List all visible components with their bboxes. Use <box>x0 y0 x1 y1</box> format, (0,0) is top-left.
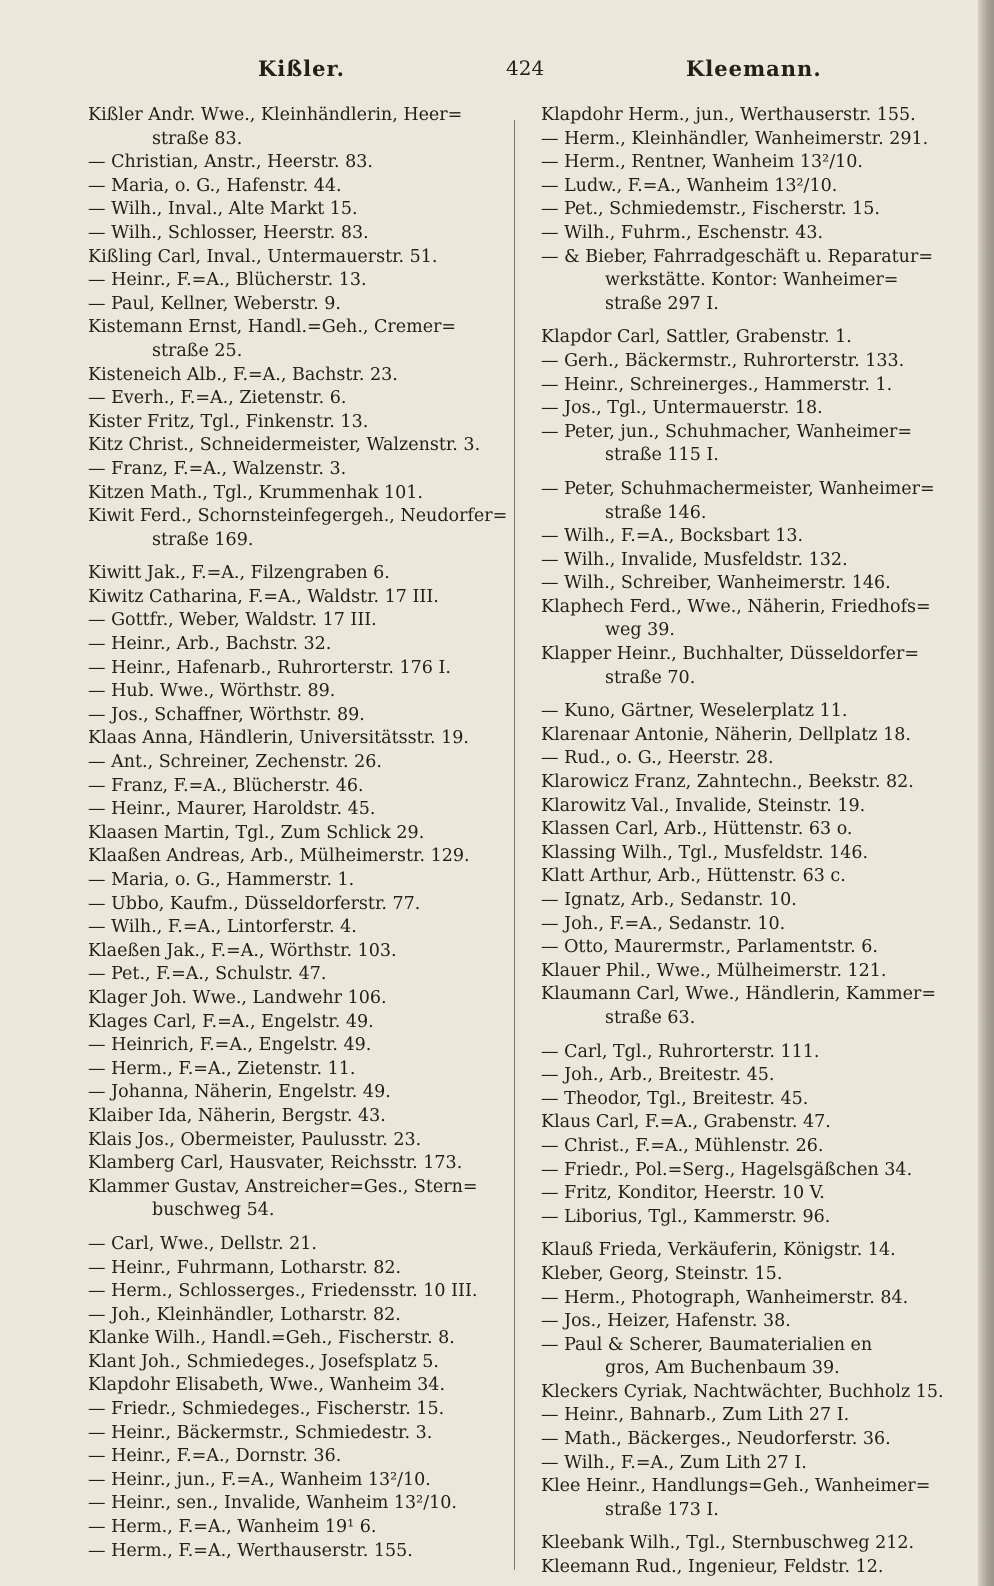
directory-entry: — Carl, Wwe., Dellstr. 21. <box>88 1233 317 1254</box>
directory-entry: — Jos., Heizer, Hafenstr. 38. <box>541 1311 791 1332</box>
directory-entry: — Pet., F.=A., Schulstr. 47. <box>88 964 327 985</box>
directory-entry: Kiwitt Jak., F.=A., Filzengraben 6. <box>88 563 390 584</box>
directory-entry: Klaus Carl, F.=A., Grabenstr. 47. <box>541 1112 831 1133</box>
directory-entry: — Ignatz, Arb., Sedanstr. 10. <box>541 890 797 910</box>
directory-entry: — Ubbo, Kaufm., Düsseldorferstr. 77. <box>88 893 421 914</box>
entry-continuation: buschweg 54. <box>152 1200 275 1221</box>
directory-entry: Kitzen Math., Tgl., Krummenhak 101. <box>88 482 423 503</box>
directory-entry: — Carl, Tgl., Ruhrorterstr. 111. <box>541 1041 820 1062</box>
directory-entry: — Heinrich, F.=A., Engelstr. 49. <box>88 1035 372 1056</box>
directory-entry: Kister Fritz, Tgl., Finkenstr. 13. <box>88 411 369 432</box>
directory-entry: Klaasen Martin, Tgl., Zum Schlick 29. <box>88 822 425 843</box>
entry-continuation: straße 169. <box>152 529 254 550</box>
directory-entry: — Herm., F.=A., Wanheim 19¹ 6. <box>88 1517 377 1538</box>
directory-entry: — Paul & Scherer, Baumaterialien en <box>541 1334 873 1355</box>
directory-entry: — Wilh., Fuhrm., Eschenstr. 43. <box>541 222 824 243</box>
directory-entry: — Jos., Schaffner, Wörthstr. 89. <box>88 704 365 725</box>
directory-entry: — Gottfr., Weber, Waldstr. 17 III. <box>88 610 377 631</box>
directory-entry: — Wilh., F.=A., Zum Lith 27 I. <box>541 1452 807 1473</box>
directory-entry: — Math., Bäckerges., Neudorferstr. 36. <box>541 1429 891 1450</box>
directory-entry: — Maria, o. G., Hammerstr. 1. <box>88 870 355 890</box>
directory-entry: Klaas Anna, Händlerin, Universitätsstr. 19. <box>88 728 469 749</box>
header-first-name: Kißler. <box>258 56 345 81</box>
directory-entry: Klapdohr Elisabeth, Wwe., Wanheim 34. <box>88 1375 446 1396</box>
entry-continuation: straße 146. <box>605 502 707 523</box>
directory-entry: Klaphech Ferd., Wwe., Näherin, Friedhofs= <box>541 596 931 617</box>
page-edge <box>978 0 994 1586</box>
entry-continuation: werkstätte. Kontor: Wanheimer= <box>605 270 899 291</box>
directory-entry: Klauer Phil., Wwe., Mülheimerstr. 121. <box>541 960 887 981</box>
directory-entry: — Hub. Wwe., Wörthstr. 89. <box>88 681 336 702</box>
directory-entry: Klapdohr Herm., jun., Werthauserstr. 155. <box>541 105 916 125</box>
directory-entry: — Theodor, Tgl., Breitestr. 45. <box>541 1088 809 1109</box>
directory-entry: — Franz, F.=A., Walzenstr. 3. <box>88 458 347 479</box>
entry-continuation: straße 173 I. <box>605 1499 719 1520</box>
directory-entry: — Heinr., Schreinerges., Hammerstr. 1. <box>541 374 893 395</box>
directory-entry: Klaaßen Andreas, Arb., Mülheimerstr. 129. <box>88 846 470 867</box>
entry-continuation: weg 39. <box>605 620 675 641</box>
directory-entry: — Wilh., Inval., Alte Markt 15. <box>88 199 358 220</box>
entry-continuation: straße 63. <box>605 1007 696 1028</box>
directory-entry: — Herm., Rentner, Wanheim 13²/10. <box>541 152 863 173</box>
directory-entry: — Peter, jun., Schuhmacher, Wanheimer= <box>541 421 913 442</box>
directory-entry: — Otto, Maurermstr., Parlamentstr. 6. <box>541 937 878 958</box>
directory-entry: Klassen Carl, Arb., Hüttenstr. 63 o. <box>541 819 853 840</box>
entry-continuation: gros, Am Buchenbaum 39. <box>605 1358 840 1379</box>
directory-entry: Kleebank Wilh., Tgl., Sternbuschweg 212. <box>541 1533 915 1554</box>
directory-entry: Klee Heinr., Handlungs=Geh., Wanheimer= <box>541 1476 931 1497</box>
directory-entry: — Herm., F.=A., Werthauserstr. 155. <box>88 1540 413 1561</box>
directory-entry: — Herm., Kleinhändler, Wanheimerstr. 291. <box>541 128 929 149</box>
directory-entry: — Gerh., Bäckermstr., Ruhrorterstr. 133. <box>541 350 905 371</box>
directory-entry: — Heinr., sen., Invalide, Wanheim 13²/10. <box>88 1493 457 1514</box>
directory-entry: Klassing Wilh., Tgl., Musfeldstr. 146. <box>541 842 869 863</box>
directory-entry: — Ant., Schreiner, Zechenstr. 26. <box>88 752 382 773</box>
entry-continuation: straße 70. <box>605 667 696 688</box>
page-number: 424 <box>506 56 545 80</box>
left-column <box>88 104 528 1563</box>
directory-entry: — Liborius, Tgl., Kammerstr. 96. <box>541 1206 831 1227</box>
directory-entry: Kiwit Ferd., Schornsteinfegergeh., Neudorfer= <box>88 506 508 527</box>
directory-entry: — Heinr., Maurer, Haroldstr. 45. <box>88 799 376 820</box>
directory-entry: — Heinr., Bahnarb., Zum Lith 27 I. <box>541 1405 850 1426</box>
directory-entry: — Heinr., Arb., Bachstr. 32. <box>88 634 332 655</box>
directory-entry: Klais Jos., Obermeister, Paulusstr. 23. <box>88 1129 422 1150</box>
directory-entry: Kleber, Georg, Steinstr. 15. <box>541 1263 783 1284</box>
directory-entry: — Joh., Kleinhändler, Lotharstr. 82. <box>88 1304 401 1325</box>
directory-entry: — Joh., Arb., Breitestr. 45. <box>541 1065 775 1086</box>
directory-entry: Klant Joh., Schmiedeges., Josefsplatz 5. <box>88 1351 439 1372</box>
directory-entry: Klatt Arthur, Arb., Hüttenstr. 63 c. <box>541 866 846 887</box>
directory-entry: — Rud., o. G., Heerstr. 28. <box>541 748 774 769</box>
directory-entry: — Heinr., F.=A., Blücherstr. 13. <box>88 270 367 291</box>
directory-entry: — & Bieber, Fahrradgeschäft u. Reparatur= <box>541 246 933 267</box>
directory-entry: Kißler Andr. Wwe., Kleinhändlerin, Heer= <box>88 105 463 125</box>
directory-entry: Klager Joh. Wwe., Landwehr 106. <box>88 987 387 1008</box>
directory-entry: — Wilh., Schlosser, Heerstr. 83. <box>88 222 369 243</box>
directory-entry: Kitz Christ., Schneidermeister, Walzenstr. 3. <box>88 435 481 456</box>
directory-entry: — Heinr., F.=A., Dornstr. 36. <box>88 1446 342 1467</box>
directory-entry: Klanke Wilh., Handl.=Geh., Fischerstr. 8. <box>88 1328 455 1349</box>
directory-entry: Klaeßen Jak., F.=A., Wörthstr. 103. <box>88 940 397 961</box>
right-column <box>541 104 981 1580</box>
directory-entry: Kißling Carl, Inval., Untermauerstr. 51. <box>88 246 438 267</box>
directory-entry: — Heinr., Fuhrmann, Lotharstr. 82. <box>88 1257 402 1278</box>
directory-entry: — Friedr., Schmiedeges., Fischerstr. 15. <box>88 1399 445 1420</box>
directory-entry: Klarenaar Antonie, Näherin, Dellplatz 18. <box>541 724 911 745</box>
directory-entry: Klages Carl, F.=A., Engelstr. 49. <box>88 1011 374 1032</box>
directory-entry: — Ludw., F.=A., Wanheim 13²/10. <box>541 175 838 196</box>
directory-entry: — Peter, Schuhmachermeister, Wanheimer= <box>541 478 935 499</box>
directory-entry: — Wilh., Schreiber, Wanheimerstr. 146. <box>541 573 891 594</box>
directory-entry: — Pet., Schmiedemstr., Fischerstr. 15. <box>541 199 880 220</box>
entry-continuation: straße 83. <box>152 128 243 149</box>
directory-entry: Klapdor Carl, Sattler, Grabenstr. 1. <box>541 327 852 348</box>
directory-entry: Kisteneich Alb., F.=A., Bachstr. 23. <box>88 364 398 385</box>
page-header <box>0 56 994 92</box>
directory-entry: — Herm., Photograph, Wanheimerstr. 84. <box>541 1287 909 1308</box>
directory-entry: Klamberg Carl, Hausvater, Reichsstr. 173. <box>88 1153 463 1174</box>
directory-entry: Klaiber Ida, Näherin, Bergstr. 43. <box>88 1105 386 1126</box>
entry-continuation: straße 115 I. <box>605 445 719 466</box>
directory-entry: Kleemann Rud., Ingenieur, Feldstr. 12. <box>541 1557 884 1578</box>
directory-entry: Klarowitz Val., Invalide, Steinstr. 19. <box>541 795 866 816</box>
directory-entry: Klaumann Carl, Wwe., Händlerin, Kammer= <box>541 984 936 1005</box>
directory-entry: — Heinr., jun., F.=A., Wanheim 13²/10. <box>88 1469 431 1490</box>
directory-entry: — Everh., F.=A., Zietenstr. 6. <box>88 388 347 409</box>
directory-entry: — Wilh., F.=A., Lintorferstr. 4. <box>88 917 357 938</box>
directory-entry: — Jos., Tgl., Untermauerstr. 18. <box>541 398 823 419</box>
directory-entry: — Christ., F.=A., Mühlenstr. 26. <box>541 1135 824 1156</box>
directory-entry: — Wilh., Invalide, Musfeldstr. 132. <box>541 549 848 570</box>
directory-entry: — Wilh., F.=A., Bocksbart 13. <box>541 526 804 547</box>
entry-continuation: straße 25. <box>152 340 243 361</box>
directory-entry: — Fritz, Konditor, Heerstr. 10 V. <box>541 1183 825 1204</box>
directory-entry: — Joh., F.=A., Sedanstr. 10. <box>541 913 786 934</box>
directory-entry: Klarowicz Franz, Zahntechn., Beekstr. 82. <box>541 772 914 793</box>
directory-entry: Klauß Frieda, Verkäuferin, Königstr. 14. <box>541 1240 896 1261</box>
directory-entry: — Franz, F.=A., Blücherstr. 46. <box>88 775 364 796</box>
entry-continuation: straße 297 I. <box>605 293 719 314</box>
directory-entry: Kistemann Ernst, Handl.=Geh., Cremer= <box>88 317 457 338</box>
directory-entry: Kleckers Cyriak, Nachtwächter, Buchholz 15. <box>541 1381 944 1402</box>
header-last-name: Kleemann. <box>686 56 822 81</box>
directory-entry: — Paul, Kellner, Weberstr. 9. <box>88 293 341 314</box>
directory-entry: — Herm., Schlosserges., Friedensstr. 10 III. <box>88 1281 478 1302</box>
directory-entry: Kiwitz Catharina, F.=A., Waldstr. 17 III. <box>88 586 439 607</box>
directory-entry: — Johanna, Näherin, Engelstr. 49. <box>88 1082 391 1103</box>
directory-entry: — Kuno, Gärtner, Weselerplatz 11. <box>541 701 848 722</box>
directory-entry: — Heinr., Hafenarb., Ruhrorterstr. 176 I. <box>88 657 451 678</box>
directory-entry: — Friedr., Pol.=Serg., Hagelsgäßchen 34. <box>541 1159 913 1180</box>
directory-entry: — Maria, o. G., Hafenstr. 44. <box>88 175 342 196</box>
directory-entry: — Herm., F.=A., Zietenstr. 11. <box>88 1058 356 1079</box>
directory-entry: Klammer Gustav, Anstreicher=Ges., Stern= <box>88 1176 478 1197</box>
directory-entry: — Heinr., Bäckermstr., Schmiedestr. 3. <box>88 1422 433 1443</box>
directory-entry: — Christian, Anstr., Heerstr. 83. <box>88 152 373 173</box>
directory-entry: Klapper Heinr., Buchhalter, Düsseldorfer= <box>541 644 920 665</box>
